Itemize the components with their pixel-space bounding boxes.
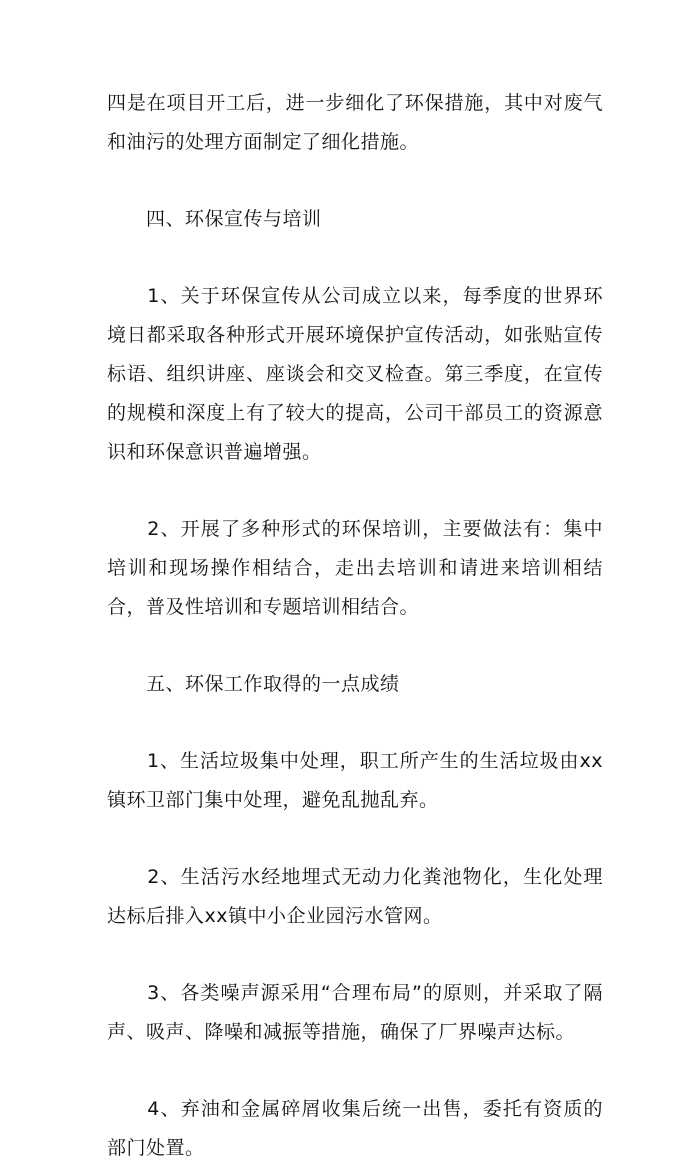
paragraph-gap	[107, 239, 603, 277]
section-heading-publicity-training: 四、环保宣传与培训	[107, 208, 322, 230]
document-body	[107, 84, 603, 1168]
paragraph-gap	[107, 820, 603, 858]
paragraph-gap	[107, 162, 603, 200]
paragraph-domestic-waste: 1、生活垃圾集中处理，职工所产生的生活垃圾由xx镇环卫部门集中处理，避免乱抛乱弃。	[107, 750, 603, 811]
paragraph-waste-oil: 4、弃油和金属碎屑收集后统一出售，委托有资质的部门处置。	[107, 1098, 603, 1159]
paragraph-gap	[107, 627, 603, 665]
paragraph-gap	[107, 704, 603, 742]
paragraph-noise: 3、各类噪声源采用“合理布局”的原则，并采取了隔声、吸声、降噪和减振等措施，确保了厂界噪声达标。	[107, 982, 603, 1043]
paragraph-gap	[107, 936, 603, 974]
paragraph-gap	[107, 472, 603, 510]
paragraph-intro: 四是在项目开工后，进一步细化了环保措施，其中对废气和油污的处理方面制定了细化措施。	[107, 92, 603, 153]
section-heading-achievements: 五、环保工作取得的一点成绩	[107, 673, 400, 695]
paragraph-publicity: 1、关于环保宣传从公司成立以来，每季度的世界环境日都采取各种形式开展环境保护宣传活动，如张贴宣传标语、组织讲座、座谈会和交叉检查。第三季度，在宣传的规模和深度上有了较大的提高，公司干部员工的资源意识和环保意识普遍增强。	[107, 285, 603, 463]
paragraph-training: 2、开展了多种形式的环保培训，主要做法有：集中培训和现场操作相结合，走出去培训和请进来培训相结合，普及性培训和专题培训相结合。	[107, 518, 603, 618]
paragraph-sewage: 2、生活污水经地埋式无动力化粪池物化，生化处理达标后排入xx镇中小企业园污水管网。	[107, 866, 603, 927]
paragraph-gap	[107, 1052, 603, 1090]
